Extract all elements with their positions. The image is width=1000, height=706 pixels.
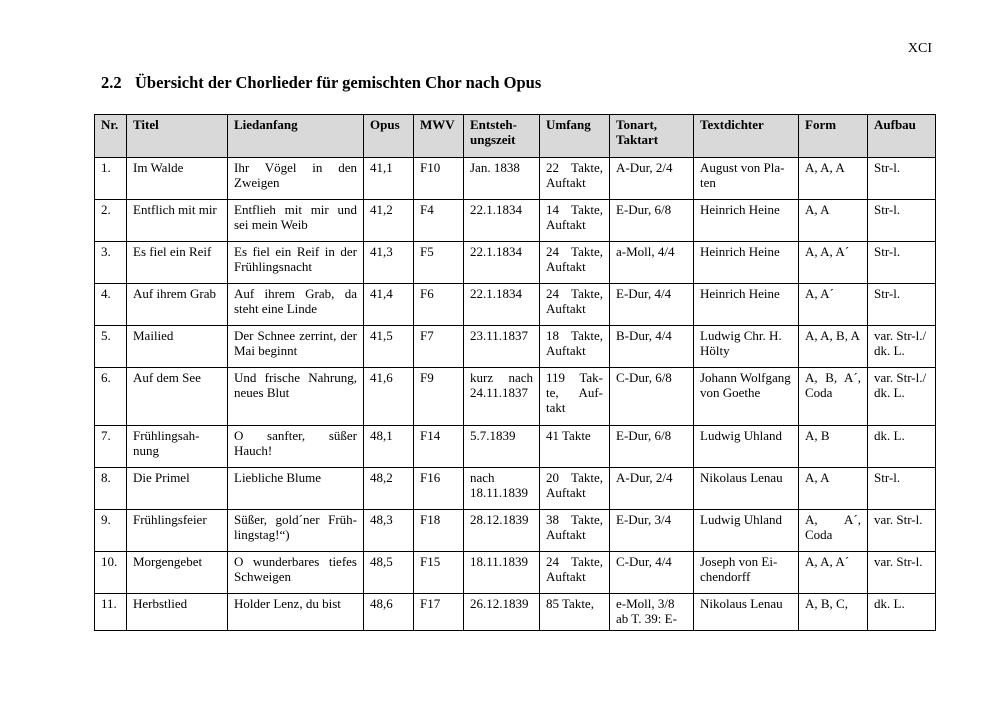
cell-entstehungszeit: 28.12.1839 <box>464 510 540 552</box>
column-header-umfang: Umfang <box>540 115 610 158</box>
cell-entstehungszeit: nach 18.11.1839 <box>464 468 540 510</box>
table-row <box>95 158 936 200</box>
cell-liedanfang: Holder Lenz, du bist <box>228 594 364 631</box>
table-row <box>95 426 936 468</box>
cell-aufbau: var. Str-l. <box>868 552 936 594</box>
cell-mwv: F10 <box>414 158 464 200</box>
cell-entstehungszeit: 26.12.1839 <box>464 594 540 631</box>
cell-form: A, A, A <box>799 158 868 200</box>
cell-opus: 48,2 <box>364 468 414 510</box>
cell-entstehungszeit: 22.1.1834 <box>464 200 540 242</box>
table-row <box>95 200 936 242</box>
cell-umfang: 24 Takte, Auftakt <box>540 552 610 594</box>
cell-form: A, A, A´ <box>799 552 868 594</box>
cell-titel: Frühlingsah- nung <box>127 426 228 468</box>
cell-aufbau: dk. L. <box>868 426 936 468</box>
column-header-opus: Opus <box>364 115 414 158</box>
cell-textdichter: August von Pla- ten <box>694 158 799 200</box>
cell-nr: 2. <box>95 200 127 242</box>
cell-liedanfang: Süßer, gold´ner Früh-lingstag!“) <box>228 510 364 552</box>
page-number: XCI <box>907 41 932 56</box>
table-row <box>95 510 936 552</box>
cell-entstehungszeit: 22.1.1834 <box>464 284 540 326</box>
cell-aufbau: var. Str-l. <box>868 510 936 552</box>
cell-tonart: E-Dur, 3/4 <box>610 510 694 552</box>
cell-tonart: C-Dur, 6/8 <box>610 368 694 426</box>
cell-entstehungszeit: 5.7.1839 <box>464 426 540 468</box>
cell-nr: 11. <box>95 594 127 631</box>
table-body <box>95 158 936 631</box>
cell-opus: 48,3 <box>364 510 414 552</box>
cell-opus: 48,5 <box>364 552 414 594</box>
cell-nr: 3. <box>95 242 127 284</box>
column-header-titel: Titel <box>127 115 228 158</box>
cell-mwv: F4 <box>414 200 464 242</box>
cell-aufbau: Str-l. <box>868 468 936 510</box>
cell-tonart: a-Moll, 4/4 <box>610 242 694 284</box>
column-header-nr: Nr. <box>95 115 127 158</box>
table-header-row <box>95 115 936 158</box>
cell-nr: 10. <box>95 552 127 594</box>
cell-tonart: E-Dur, 4/4 <box>610 284 694 326</box>
cell-mwv: F5 <box>414 242 464 284</box>
cell-opus: 41,5 <box>364 326 414 368</box>
cell-textdichter: Heinrich Heine <box>694 200 799 242</box>
cell-form: A, A´, Coda <box>799 510 868 552</box>
overview-table-container <box>94 114 936 631</box>
cell-opus: 41,2 <box>364 200 414 242</box>
cell-textdichter: Heinrich Heine <box>694 242 799 284</box>
cell-titel: Morgengebet <box>127 552 228 594</box>
section-title: Übersicht der Chorlieder für gemischten Chor nach Opus <box>135 73 542 92</box>
cell-liedanfang: Es fiel ein Reif in der Frühlingsnacht <box>228 242 364 284</box>
cell-textdichter: Johann Wolfgang von Goethe <box>694 368 799 426</box>
table-row <box>95 468 936 510</box>
cell-form: A, A, A´ <box>799 242 868 284</box>
cell-tonart: A-Dur, 2/4 <box>610 468 694 510</box>
cell-nr: 7. <box>95 426 127 468</box>
column-header-mwv: MWV <box>414 115 464 158</box>
cell-titel: Auf dem See <box>127 368 228 426</box>
cell-tonart: A-Dur, 2/4 <box>610 158 694 200</box>
cell-nr: 5. <box>95 326 127 368</box>
cell-aufbau: Str-l. <box>868 284 936 326</box>
cell-form: A, B <box>799 426 868 468</box>
cell-mwv: F6 <box>414 284 464 326</box>
cell-umfang: 22 Takte, Auftakt <box>540 158 610 200</box>
cell-entstehungszeit: kurz nach 24.11.1837 <box>464 368 540 426</box>
cell-titel: Mailied <box>127 326 228 368</box>
cell-titel: Herbstlied <box>127 594 228 631</box>
cell-textdichter: Nikolaus Lenau <box>694 594 799 631</box>
cell-titel: Im Walde <box>127 158 228 200</box>
section-heading <box>101 73 541 93</box>
cell-liedanfang: O sanfter, süßer Hauch! <box>228 426 364 468</box>
cell-nr: 1. <box>95 158 127 200</box>
cell-titel: Die Primel <box>127 468 228 510</box>
cell-entstehungszeit: 22.1.1834 <box>464 242 540 284</box>
cell-tonart: E-Dur, 6/8 <box>610 200 694 242</box>
cell-mwv: F7 <box>414 326 464 368</box>
cell-umfang: 20 Takte, Auftakt <box>540 468 610 510</box>
cell-entstehungszeit: Jan. 1838 <box>464 158 540 200</box>
cell-liedanfang: Liebliche Blume <box>228 468 364 510</box>
column-header-textdichter: Textdichter <box>694 115 799 158</box>
cell-aufbau: var. Str-l./ dk. L. <box>868 326 936 368</box>
cell-nr: 9. <box>95 510 127 552</box>
cell-aufbau: Str-l. <box>868 200 936 242</box>
cell-textdichter: Joseph von Ei- chendorff <box>694 552 799 594</box>
cell-liedanfang: Auf ihrem Grab, da steht eine Linde <box>228 284 364 326</box>
table-row <box>95 242 936 284</box>
cell-umfang: 24 Takte, Auftakt <box>540 284 610 326</box>
cell-titel: Frühlingsfeier <box>127 510 228 552</box>
column-header-form: Form <box>799 115 868 158</box>
column-header-entstehungszeit: Entsteh- ungszeit <box>464 115 540 158</box>
cell-textdichter: Ludwig Uhland <box>694 426 799 468</box>
cell-nr: 4. <box>95 284 127 326</box>
cell-textdichter: Nikolaus Lenau <box>694 468 799 510</box>
choral-songs-table <box>94 114 936 631</box>
cell-form: A, A´ <box>799 284 868 326</box>
cell-mwv: F14 <box>414 426 464 468</box>
cell-titel: Entflich mit mir <box>127 200 228 242</box>
cell-umfang: 18 Takte, Auftakt <box>540 326 610 368</box>
cell-form: A, A <box>799 468 868 510</box>
cell-entstehungszeit: 18.11.1839 <box>464 552 540 594</box>
cell-titel: Auf ihrem Grab <box>127 284 228 326</box>
cell-mwv: F18 <box>414 510 464 552</box>
cell-mwv: F16 <box>414 468 464 510</box>
cell-tonart: e-Moll, 3/8 ab T. 39: E- <box>610 594 694 631</box>
cell-liedanfang: Entflieh mit mir und sei mein Weib <box>228 200 364 242</box>
cell-mwv: F17 <box>414 594 464 631</box>
cell-liedanfang: Und frische Nahrung, neues Blut <box>228 368 364 426</box>
cell-opus: 48,6 <box>364 594 414 631</box>
cell-opus: 41,4 <box>364 284 414 326</box>
section-number: 2.2 <box>101 73 122 92</box>
cell-liedanfang: O wunderbares tiefes Schweigen <box>228 552 364 594</box>
cell-umfang: 41 Takte <box>540 426 610 468</box>
column-header-tonart: Tonart, Taktart <box>610 115 694 158</box>
cell-liedanfang: Ihr Vögel in den Zweigen <box>228 158 364 200</box>
table-row <box>95 284 936 326</box>
cell-titel: Es fiel ein Reif <box>127 242 228 284</box>
cell-umfang: 85 Takte, <box>540 594 610 631</box>
cell-opus: 41,3 <box>364 242 414 284</box>
cell-tonart: C-Dur, 4/4 <box>610 552 694 594</box>
cell-tonart: E-Dur, 6/8 <box>610 426 694 468</box>
table-row <box>95 326 936 368</box>
cell-form: A, B, A´, Coda <box>799 368 868 426</box>
cell-umfang: 119 Tak-te, Auf-takt <box>540 368 610 426</box>
table-row <box>95 552 936 594</box>
cell-mwv: F9 <box>414 368 464 426</box>
cell-aufbau: dk. L. <box>868 594 936 631</box>
table-row <box>95 368 936 426</box>
cell-opus: 41,1 <box>364 158 414 200</box>
column-header-aufbau: Aufbau <box>868 115 936 158</box>
cell-opus: 48,1 <box>364 426 414 468</box>
column-header-liedanfang: Liedanfang <box>228 115 364 158</box>
cell-entstehungszeit: 23.11.1837 <box>464 326 540 368</box>
cell-nr: 8. <box>95 468 127 510</box>
cell-textdichter: Ludwig Chr. H. Hölty <box>694 326 799 368</box>
cell-nr: 6. <box>95 368 127 426</box>
cell-form: A, A <box>799 200 868 242</box>
cell-tonart: B-Dur, 4/4 <box>610 326 694 368</box>
cell-mwv: F15 <box>414 552 464 594</box>
cell-aufbau: var. Str-l./ dk. L. <box>868 368 936 426</box>
cell-umfang: 38 Takte, Auftakt <box>540 510 610 552</box>
cell-umfang: 24 Takte, Auftakt <box>540 242 610 284</box>
cell-opus: 41,6 <box>364 368 414 426</box>
cell-aufbau: Str-l. <box>868 158 936 200</box>
cell-aufbau: Str-l. <box>868 242 936 284</box>
table-row <box>95 594 936 631</box>
cell-textdichter: Heinrich Heine <box>694 284 799 326</box>
cell-textdichter: Ludwig Uhland <box>694 510 799 552</box>
cell-form: A, B, C, <box>799 594 868 631</box>
cell-liedanfang: Der Schnee zerrint, der Mai beginnt <box>228 326 364 368</box>
cell-form: A, A, B, A <box>799 326 868 368</box>
cell-umfang: 14 Takte, Auftakt <box>540 200 610 242</box>
